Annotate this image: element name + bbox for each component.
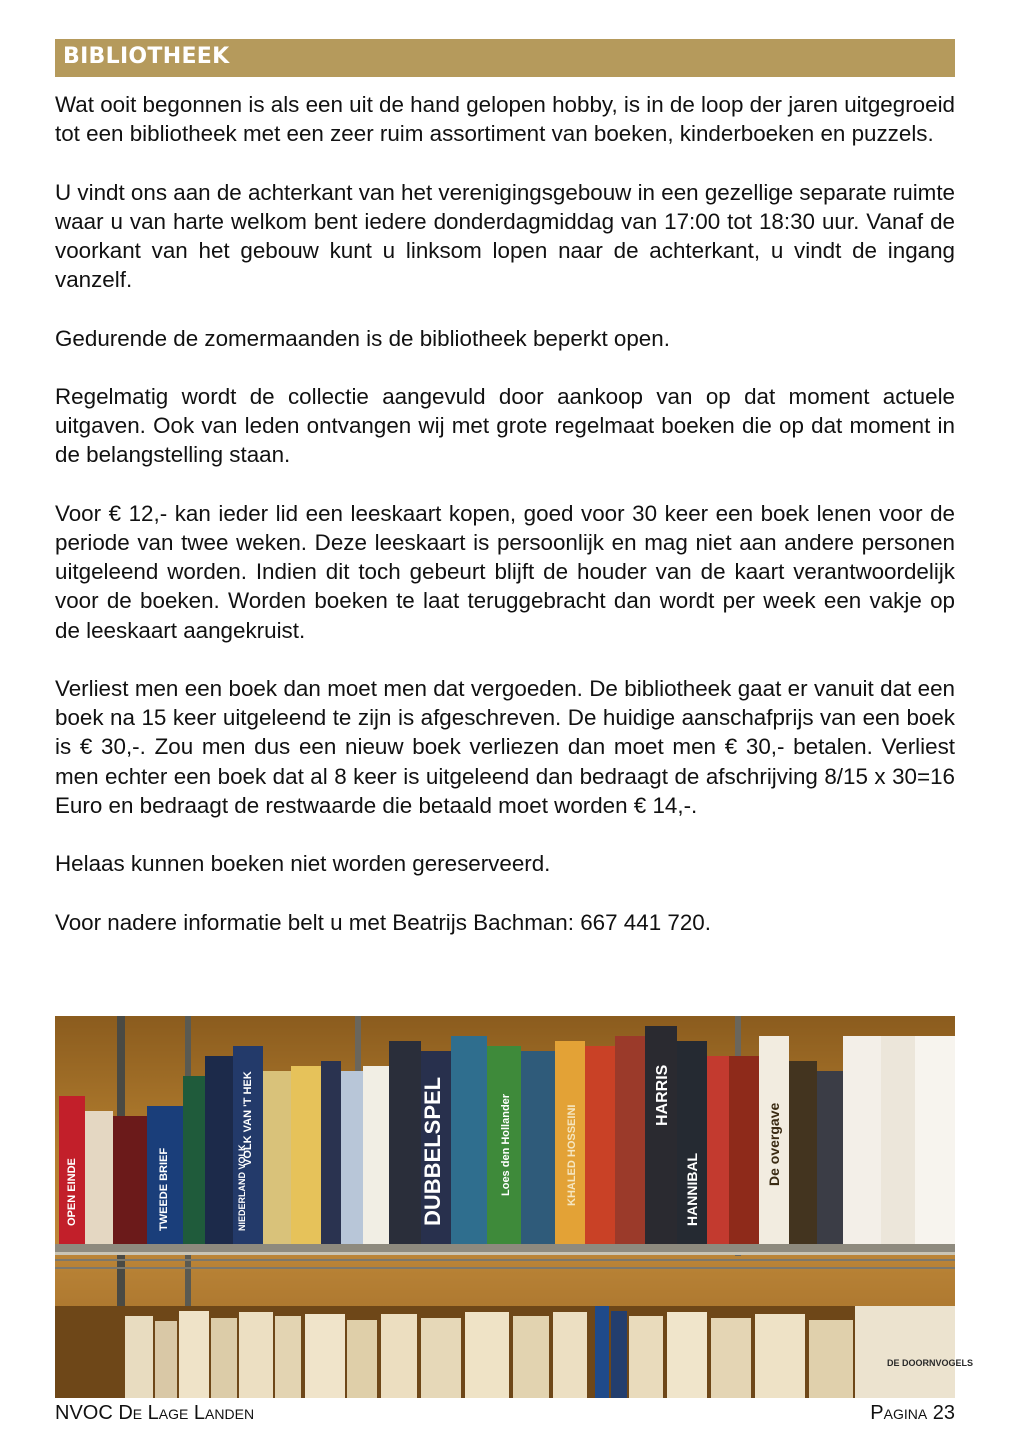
- lower-shelf-books: [55, 1306, 955, 1398]
- paragraph-lost-book: Verliest men een boek dan moet men dat vergoeden. De bibliotheek gaat er vanuit dat een boek na 15 keer uitgeleend te zijn is afgeschreven. De huidige aanschafprijs van een boek is € 30,-. Zou men dus een nieuw boek verliezen dan moet men € 30,- betalen. Verliest men echter een boek dat al 8 keer is uitgeleend dan bedraagt de afschrijving 8/15 x 30=16 Euro en bedraagt de restwaarde die betaald moet worden € 14,-.: [55, 675, 955, 818]
- spine-title: De overgave: [766, 1102, 782, 1186]
- paragraph-collection: Regelmatig wordt de collectie aangevuld door aankoop van op dat moment actuele uitgaven. Ook van leden ontvangen wij met grote regelmaat boeken die op dat moment in de belangstelling staan.: [55, 383, 955, 468]
- paragraph-contact: Voor nadere informatie belt u met Beatrijs Bachman: 667 441 720.: [55, 909, 711, 935]
- paragraph-reading-card: Voor € 12,- kan ieder lid een leeskaart kopen, goed voor 30 keer een boek lenen voor de periode van twee weken. Deze leeskaart is persoonlijk en mag niet aan andere personen uitgeleend worden. Indien dit toch gebeurt blijft de houder van de kaart verantwoordelijk voor de boeken. Worden boeken te laat teruggebracht dan wordt per week een vakje op de leeskaart aangekruist.: [55, 500, 955, 643]
- footer-publication: NVOC De Lage Landen: [55, 1402, 255, 1424]
- section-header-bar: [55, 39, 955, 77]
- spine-title: OPEN EINDE: [66, 1158, 78, 1226]
- spine-title: HARRIS: [654, 1064, 671, 1126]
- section-title: BIBLIOTHEEK: [63, 44, 230, 69]
- spine-title: HANNIBAL: [684, 1152, 700, 1226]
- spine-title: DE DOORNVOGELS: [887, 1358, 974, 1368]
- paragraph-reservation: Helaas kunnen boeken niet worden gereserveerd.: [55, 851, 551, 877]
- article-body: [55, 90, 955, 966]
- spine-title: NIEDERLAND VOLK: [237, 1144, 247, 1231]
- bookshelf-photo: [55, 1016, 974, 1398]
- paragraph-location: U vindt ons aan de achterkant van het verenigingsgebouw in een gezellige separate ruimte waar u van harte welkom bent iedere donderdagmiddag van 17:00 tot 18:30 uur. Vanaf de voorkant van het gebouw kunt u linksom lopen naar de achterkant, u vindt de ingang vanzelf.: [55, 179, 955, 293]
- spine-title: DUBBELSPEL: [420, 1076, 445, 1226]
- spine-title: VOLK VAN 'T HEK: [242, 1071, 254, 1166]
- spine-title: TWEEDE BRIEF: [158, 1147, 170, 1231]
- footer-page-number: Pagina 23: [870, 1402, 955, 1424]
- paragraph-summer: Gedurende de zomermaanden is de bibliotheek beperkt open.: [55, 325, 670, 351]
- spine-title: Loes den Hollander: [500, 1093, 512, 1196]
- spine-title: KHALED HOSSEINI: [566, 1104, 578, 1206]
- paragraph-intro: Wat ooit begonnen is als een uit de hand gelopen hobby, is in de loop der jaren uitgegroeid tot een bibliotheek met een zeer ruim assortiment van boeken, kinderboeken en puzzels.: [55, 92, 955, 147]
